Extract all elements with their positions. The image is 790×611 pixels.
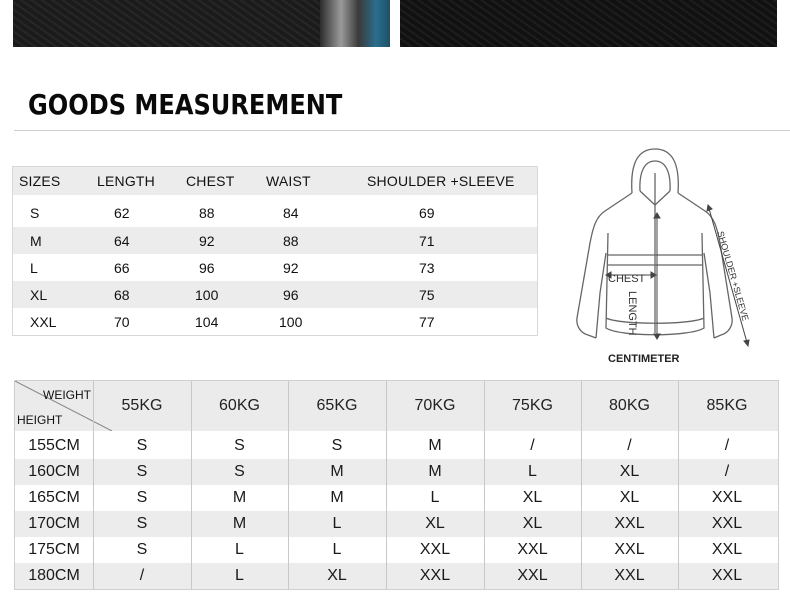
header-shoulder-sleeve: SHOULDER +SLEEVE — [367, 173, 515, 189]
size-cell: S — [136, 541, 148, 558]
product-photo-left — [13, 0, 390, 47]
size-cell: XXL — [419, 567, 451, 584]
weight-header: 70KG — [414, 397, 456, 414]
unit-label: CENTIMETER — [608, 353, 680, 365]
size-cell: XL — [522, 489, 543, 506]
cell-size: XXL — [30, 313, 57, 330]
column-divider — [191, 381, 192, 589]
length-label: LENGTH — [626, 291, 638, 336]
size-cell: / — [530, 437, 535, 454]
size-cell: XXL — [711, 489, 743, 506]
cell-length: 62 — [114, 204, 130, 221]
weight-header: 85KG — [706, 397, 748, 414]
size-cell: M — [232, 489, 247, 506]
size-cell: L — [235, 567, 244, 584]
product-photo-right — [400, 0, 777, 47]
height-cell: 170CM — [28, 515, 80, 532]
table-header-row — [13, 167, 537, 195]
height-cell: 180CM — [28, 567, 80, 584]
size-cell: L — [332, 515, 342, 532]
cell-chest: 88 — [199, 204, 215, 221]
table-row — [15, 459, 778, 485]
size-cell: XXL — [419, 541, 451, 558]
jacket-outline-illustration — [560, 143, 790, 368]
size-cell: XL — [522, 515, 543, 532]
cell-waist: 100 — [279, 313, 303, 330]
header-chest: CHEST — [186, 173, 235, 189]
cell-chest: 96 — [199, 259, 215, 276]
size-cell: M — [330, 463, 344, 480]
size-cell: M — [232, 515, 247, 532]
size-cell: L — [332, 541, 342, 558]
cell-length: 68 — [114, 286, 130, 303]
size-cell: XXL — [614, 567, 645, 584]
size-cell: XL — [619, 489, 640, 506]
size-cell: / — [627, 437, 632, 454]
header-sizes: SIZES — [19, 173, 61, 189]
chest-label: CHEST — [608, 273, 646, 285]
size-cell: XXL — [614, 541, 645, 558]
size-cell: XXL — [614, 515, 645, 532]
size-cell: L — [235, 541, 244, 558]
size-cell: XL — [619, 463, 640, 480]
cell-waist: 92 — [283, 259, 299, 276]
size-cell: XXL — [711, 541, 743, 558]
table-row — [13, 227, 537, 254]
size-cell: XL — [327, 567, 347, 584]
corner-height-label: HEIGHT — [17, 413, 63, 427]
size-cell: / — [724, 463, 730, 480]
size-cell: XXL — [517, 567, 548, 584]
table-row — [15, 563, 778, 589]
header-waist: WAIST — [266, 173, 311, 189]
cell-chest: 100 — [195, 286, 219, 303]
size-cell: XXL — [711, 567, 743, 584]
cell-waist: 88 — [283, 232, 299, 249]
weight-header: 65KG — [316, 397, 358, 414]
cell-waist: 84 — [283, 204, 299, 221]
size-cell: M — [428, 437, 442, 454]
table-row — [13, 199, 537, 226]
size-measurement-table — [12, 166, 538, 336]
size-cell: S — [136, 515, 148, 532]
weight-header: 55KG — [121, 397, 163, 414]
size-cell: S — [136, 437, 148, 454]
header-length: LENGTH — [97, 173, 155, 189]
column-divider — [678, 381, 679, 589]
cell-length: 70 — [114, 313, 130, 330]
table-row — [15, 537, 778, 563]
cell-shoulder-sleeve: 69 — [419, 204, 435, 221]
height-cell: 175CM — [28, 541, 80, 558]
cell-length: 66 — [114, 259, 130, 276]
size-cell: XL — [425, 515, 445, 532]
page-title: GOODS MEASUREMENT — [28, 88, 343, 121]
cell-shoulder-sleeve: 71 — [419, 232, 435, 249]
divider — [14, 130, 790, 131]
size-cell: S — [234, 437, 245, 454]
cell-size: L — [30, 259, 38, 276]
size-cell: XXL — [711, 515, 743, 532]
cell-size: M — [30, 232, 42, 249]
cell-shoulder-sleeve: 75 — [419, 286, 435, 303]
height-cell: 160CM — [28, 463, 80, 480]
size-cell: / — [724, 437, 730, 454]
column-divider — [386, 381, 387, 589]
cell-shoulder-sleeve: 73 — [419, 259, 435, 276]
size-cell: S — [136, 463, 148, 480]
size-cell: L — [528, 463, 537, 480]
size-cell: M — [330, 489, 344, 506]
weight-header: 60KG — [219, 397, 260, 414]
corner-weight-label: WEIGHT — [43, 388, 91, 402]
size-cell: L — [430, 489, 440, 506]
weight-height-size-table — [14, 380, 779, 590]
cell-length: 64 — [114, 232, 130, 249]
size-cell: / — [139, 567, 145, 584]
size-cell: XXL — [517, 541, 548, 558]
table-row — [13, 308, 537, 335]
shoulder-sleeve-label: SHOULDER +SLEEVE — [715, 230, 751, 322]
table-row — [15, 511, 778, 537]
table-row — [15, 433, 778, 459]
cell-size: S — [30, 204, 40, 221]
cell-chest: 104 — [195, 313, 219, 330]
cell-shoulder-sleeve: 77 — [419, 313, 435, 330]
column-divider — [288, 381, 289, 589]
column-divider — [484, 381, 485, 589]
table-row — [13, 254, 537, 281]
fabric-texture — [400, 0, 777, 47]
cell-chest: 92 — [199, 232, 215, 249]
jacket-measurement-diagram — [560, 143, 790, 368]
size-cell: S — [136, 489, 148, 506]
size-cell: S — [234, 463, 245, 480]
table-row — [13, 281, 537, 308]
weight-header: 80KG — [609, 397, 650, 414]
column-divider — [581, 381, 582, 589]
cell-size: XL — [30, 286, 48, 303]
cell-waist: 96 — [283, 286, 299, 303]
weight-header: 75KG — [512, 397, 553, 414]
height-cell: 155CM — [28, 437, 80, 454]
size-cell: M — [428, 463, 442, 480]
column-divider — [93, 381, 94, 589]
size-cell: S — [331, 437, 343, 454]
height-cell: 165CM — [28, 489, 80, 506]
table-header-row — [15, 381, 778, 431]
zipper-detail — [320, 0, 390, 47]
table-row — [15, 485, 778, 511]
